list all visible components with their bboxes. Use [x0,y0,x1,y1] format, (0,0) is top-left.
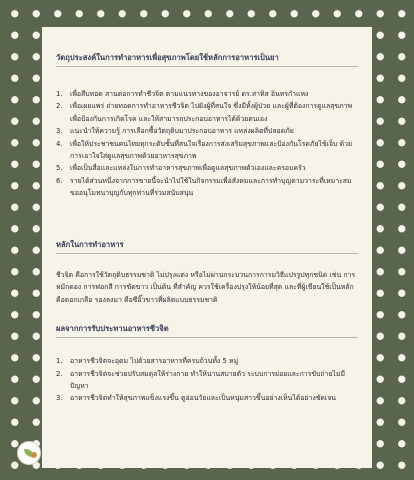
item-number: 2. [56,102,63,111]
list-item [56,125,358,137]
list-item [56,162,358,174]
item-text: รายได้ส่วนหนึ่งจากการขายนี้จะนำไปใช้ในกิจกรรมเพื่อสังคมและการทำบุญตามวาระที่เหมาะสม ขออนุโมทนาบุญกับทุกท่านที่ร่วมสนับสนุน [70,176,352,198]
item-number: 4. [56,139,63,148]
item-text: เพื่อสืบทอด สานต่อการทำชีวจิต ตามแนวทางของอาจารย์ ดร.สาทิส อินทรกำแหง [70,90,309,98]
cooking-principles-section [56,239,358,307]
logo-badge-icon [17,441,41,465]
content-card [42,27,372,468]
heading-divider [56,337,358,338]
item-text: เพื่อเป็นสื่อและแหล่งในการทำอาหารสุขภาพเพื่อดูแลสุขภาพตัวเองและครอบครัว [70,164,306,173]
cooking-principles-heading: หลักในการทำอาหาร [56,239,124,249]
item-number: 3. [56,394,63,403]
benefits-heading: ผลจากการรับประทานอาหารชีวจิต [56,324,169,334]
list-item [56,175,358,200]
dot-shape [31,452,37,458]
heading-divider [56,66,358,67]
heading-divider [56,253,358,254]
list-item [56,368,358,393]
item-number: 2. [56,369,63,378]
list-item [56,88,358,100]
list-item [56,138,358,163]
list-item [56,392,358,404]
list-item [56,100,358,125]
item-number: 1. [56,90,63,98]
benefits-list [56,355,358,405]
item-text: อาหารชีวจิตจะช่วยปรับสมดุลให้ร่างกาย ทำให้นานสบายตัว ระบบการย่อยและการขับถ่ายไม่มีปัญหา [70,369,346,390]
item-number: 5. [56,164,63,173]
item-number: 1. [56,357,63,366]
cooking-principles-paragraph: ชีวจิต คือการใช้วัตถุดิบธรรมชาติ ไม่ปรุงแต่ง หรือไม่ผ่านกระบวนการการมวิธีแปรรูปทุกชนิด เช่น การหมักดอง การฟอกสี การขัดขาว เป็นต้น ที่สำคัญ ควรใช้เครื่องปรุงให้น้อยที่สุด และที่ผู้เขียนใช้เป็นหลัก คือดอกเกลือ รองลงมา คือซีอิ๊วขาวที่ผลิตแบบธรรมชาติ [56,270,356,304]
item-text: เพื่อเผยแพร่ ถ่ายทอดการทำอาหารชีวจิต ไปยังผู้ที่สนใจ ซึ่งมีทั้งผู้ป่วย และผู้ที่ต้องการดูแลสุขภาพเพื่อป้องกันการเกิดโรค และให้สามารถประกอบอาหารได้ด้วยตนเอง [70,102,353,123]
item-text: อาหารชีวจิตทำให้สุขภาพแข็งแรงขึ้น ดูอ่อนวัยและเป็นหนุ่มสาวขึ้นอย่างเห็นได้อย่างชัดเจน [70,394,336,403]
objectives-section [56,52,358,200]
list-item [56,355,358,367]
item-text: เพื่อให้ประชาชนคนไทยทุกระดับชั้นที่สนใจเรื่องการส่งเสริมสุขภาพและป้องกันโรคภัยไข้เจ็บ ด้วยการเอาใจใส่ดูแลสุขภาพด้วยอาหารสุขภาพ [70,139,353,161]
item-text: แนะนำให้ความรู้ การเลือกซื้อวัตถุดิบมาประกอบอาหาร แหล่งผลิตที่ปลอดภัย [70,127,294,136]
item-number: 6. [56,176,63,185]
objectives-heading: วัตถุประสงค์ในการทำอาหารเพื่อสุขภาพโดยใช้หลักการอาหารเป็นยา [56,53,279,62]
item-number: 3. [56,127,63,136]
item-text: อาหารชีวจิตจะอุดม ไปด้วยสารอาหารที่ครบถ้วนทั้ง 5 หมู่ [70,357,239,366]
objectives-list [56,88,358,200]
benefits-section [56,323,358,405]
